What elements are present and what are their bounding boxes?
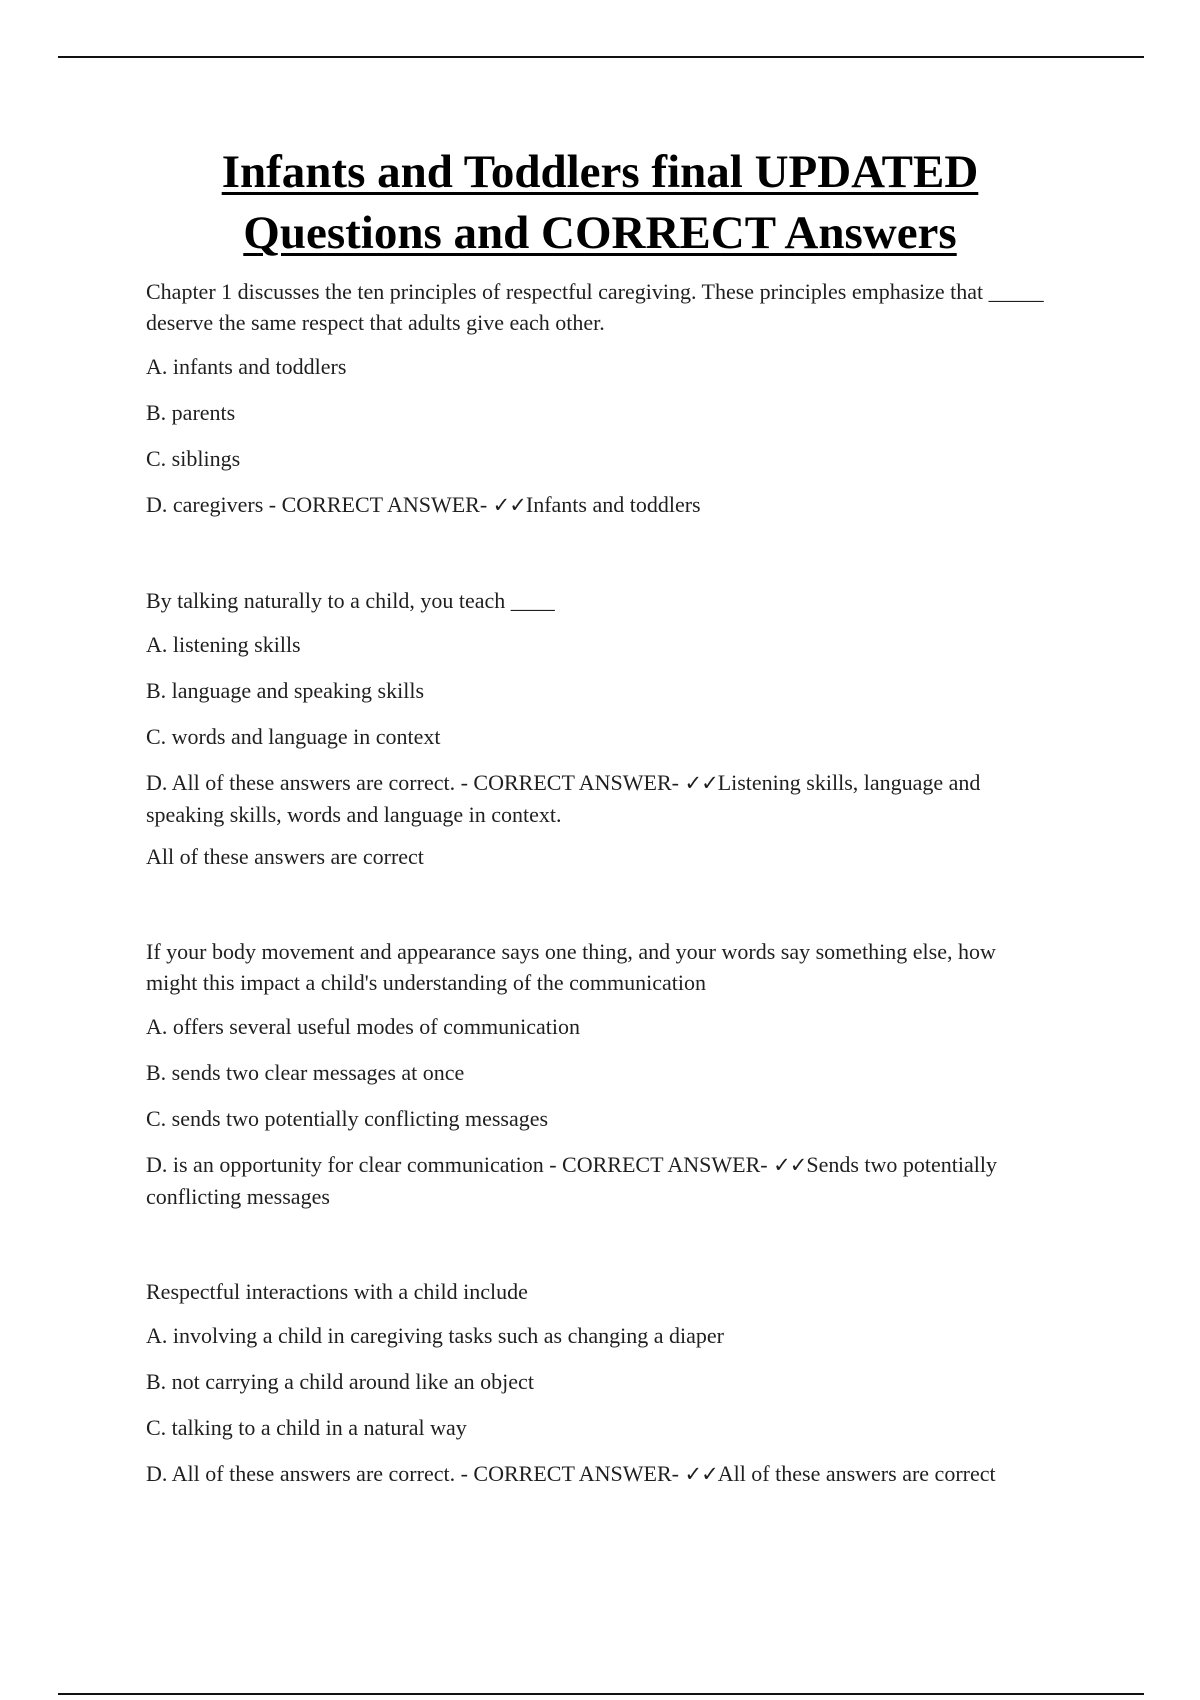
correct-answer: Listening skills, language and speaking skills, words and language in context. [146, 770, 981, 827]
option-d: D. caregivers - CORRECT ANSWER- [146, 492, 493, 517]
title-line-1: Infants and Toddlers final UPDATED [221, 146, 979, 198]
option-d-with-answer [146, 1458, 1046, 1490]
question-prompt: By talking naturally to a child, you teach ____ [146, 588, 555, 613]
question-prompt: Respectful interactions with a child include [146, 1279, 528, 1304]
document-title [80, 142, 1120, 264]
double-check-icon: ✓✓ [684, 771, 718, 795]
double-check-icon: ✓✓ [684, 1462, 718, 1486]
option-a: A. infants and toddlers [146, 354, 347, 379]
option-d: D. All of these answers are correct. - CORRECT ANSWER- [146, 770, 685, 795]
correct-answer: Sends two potentially conflicting messages [146, 1152, 997, 1209]
option-c: C. words and language in context [146, 724, 441, 749]
question-2 [146, 585, 1046, 872]
option-b: B. parents [146, 400, 236, 425]
question-1 [146, 276, 1046, 521]
option-b: B. sends two clear messages at once [146, 1060, 465, 1085]
correct-answer: Infants and toddlers [525, 492, 701, 517]
question-list [146, 276, 1046, 1501]
question-4 [146, 1276, 1046, 1490]
option-b: B. language and speaking skills [146, 678, 425, 703]
option-a: A. offers several useful modes of communication [146, 1014, 580, 1039]
option-c: C. siblings [146, 446, 241, 471]
question-prompt: Chapter 1 discusses the ten principles of respectful caregiving. These principles emphasize that _____ deserve the same respect that adults give each other. [146, 279, 1044, 335]
correct-answer: All of these answers are correct [717, 1461, 996, 1486]
top-rule [58, 56, 1144, 58]
option-d: D. All of these answers are correct. - CORRECT ANSWER- [146, 1461, 685, 1486]
bottom-rule [58, 1693, 1144, 1695]
option-c: C. sends two potentially conflicting messages [146, 1106, 549, 1131]
option-d-with-answer [146, 767, 1046, 830]
question-prompt: If your body movement and appearance says one thing, and your words say something else, how might this impact a child's understanding of the communication [146, 939, 996, 995]
option-b: B. not carrying a child around like an object [146, 1369, 534, 1394]
title-line-2: Questions and CORRECT Answers [243, 207, 957, 259]
option-a: A. involving a child in caregiving tasks such as changing a diaper [146, 1323, 724, 1348]
option-d: D. is an opportunity for clear communication - CORRECT ANSWER- [146, 1152, 774, 1177]
answer-note: All of these answers are correct [146, 844, 424, 869]
double-check-icon: ✓✓ [492, 493, 526, 517]
option-a: A. listening skills [146, 632, 301, 657]
option-d-with-answer [146, 489, 1046, 521]
question-3 [146, 936, 1046, 1212]
double-check-icon: ✓✓ [773, 1153, 807, 1177]
option-d-with-answer [146, 1149, 1046, 1212]
option-c: C. talking to a child in a natural way [146, 1415, 467, 1440]
